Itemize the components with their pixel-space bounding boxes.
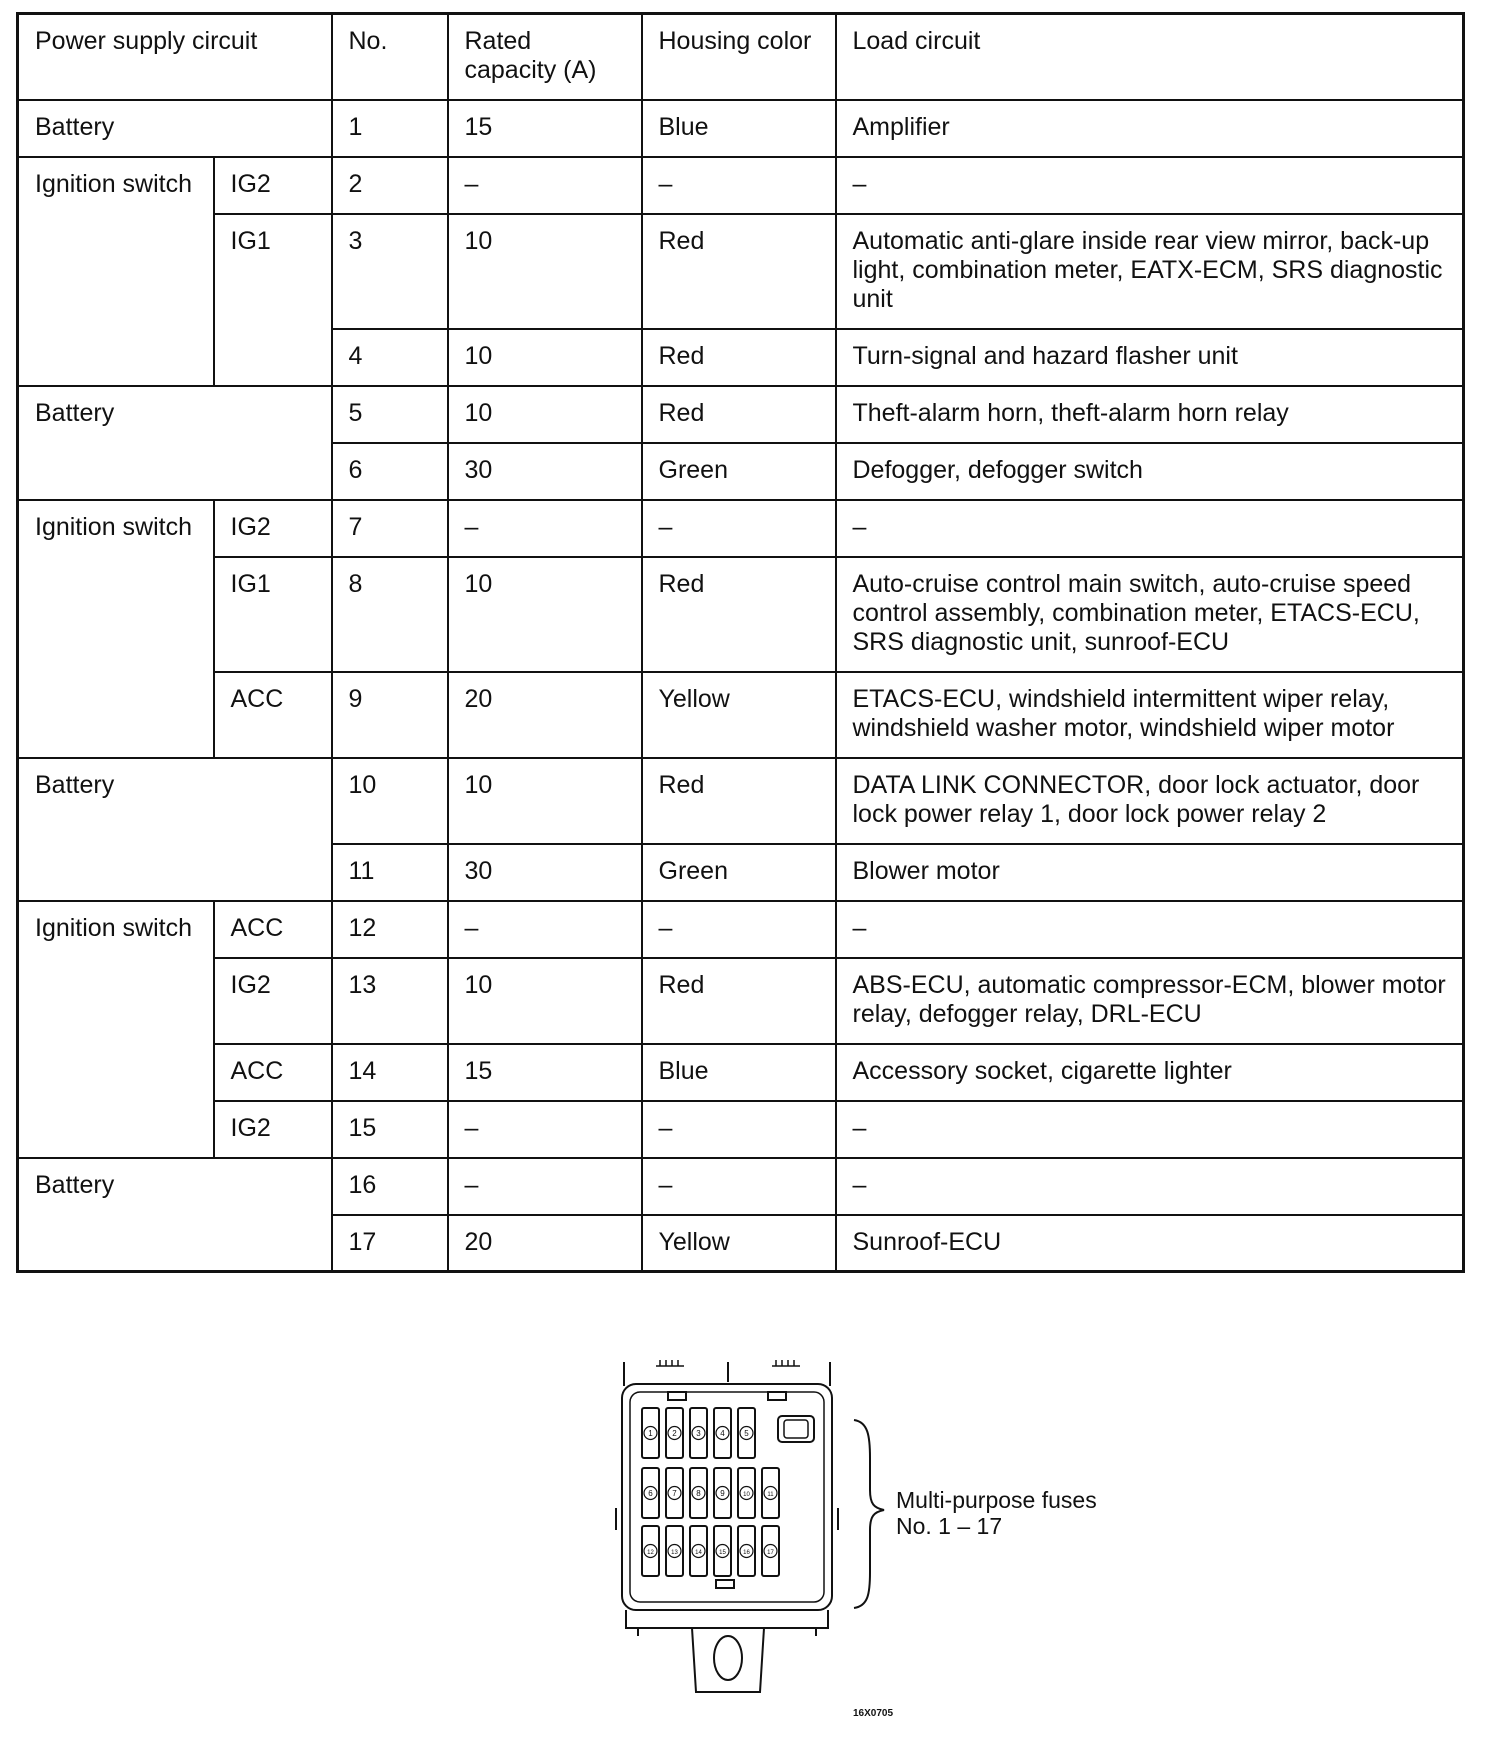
power-supply-cell: Ignition switch <box>18 901 214 1158</box>
fuse-no: 8 <box>332 557 448 672</box>
ignition-position: IG1 <box>214 557 332 672</box>
housing-color: Red <box>642 958 836 1044</box>
load-circuit: Accessory socket, cigarette lighter <box>836 1044 1464 1101</box>
rated-capacity: 10 <box>448 214 642 329</box>
rated-capacity: 15 <box>448 1044 642 1101</box>
header-load-circuit: Load circuit <box>836 14 1464 100</box>
fuse-no: 2 <box>332 157 448 214</box>
fuse-number-label: 16 <box>743 1550 750 1556</box>
rated-capacity: 10 <box>448 329 642 386</box>
housing-color: Red <box>642 214 836 329</box>
header-rated-capacity: Rated capacity (A) <box>448 14 642 100</box>
housing-color: – <box>642 500 836 557</box>
table-header-row <box>18 14 1464 100</box>
fuse-no: 5 <box>332 386 448 443</box>
ignition-position: ACC <box>214 901 332 958</box>
fuse-no: 16 <box>332 1158 448 1215</box>
table-row <box>18 500 1464 557</box>
fuse-number-label: 15 <box>719 1550 726 1556</box>
brace-icon <box>854 1420 884 1608</box>
fuse-no: 10 <box>332 758 448 844</box>
housing-color: Red <box>642 329 836 386</box>
housing-color: – <box>642 901 836 958</box>
ignition-position: IG2 <box>214 500 332 557</box>
fuse-number-label: 13 <box>671 1550 678 1556</box>
header-power-supply: Power supply circuit <box>18 14 332 100</box>
rated-capacity: 20 <box>448 1215 642 1272</box>
fuse-number-label: 9 <box>720 1489 725 1498</box>
power-supply-cell: Battery <box>18 100 332 157</box>
fuse-slot-10 <box>738 1468 755 1518</box>
fuse-number-label: 12 <box>647 1550 654 1556</box>
housing-color: Blue <box>642 1044 836 1101</box>
load-circuit: Auto-cruise control main switch, auto-cruise speed control assembly, combination meter, ETACS-ECU, SRS diagnostic unit, sunroof-ECU <box>836 557 1464 672</box>
rated-capacity: 10 <box>448 386 642 443</box>
fuse-slot-14 <box>690 1526 707 1576</box>
diagram-caption <box>896 1487 1097 1539</box>
fuse-slot-12 <box>642 1526 659 1576</box>
fuse-slot-2 <box>666 1408 683 1458</box>
load-circuit: ETACS-ECU, windshield intermittent wiper relay, windshield washer motor, windshield wiper motor <box>836 672 1464 758</box>
fuse-no: 11 <box>332 844 448 901</box>
fuse-slot-7 <box>666 1468 683 1518</box>
fuse-slot-3 <box>690 1408 707 1458</box>
fuse-slot-9 <box>714 1468 731 1518</box>
fuse-no: 13 <box>332 958 448 1044</box>
rated-capacity: – <box>448 157 642 214</box>
fuse-number-label: 17 <box>767 1550 774 1556</box>
table-row <box>18 672 1464 758</box>
load-circuit: Amplifier <box>836 100 1464 157</box>
power-supply-cell: Ignition switch <box>18 157 214 386</box>
rated-capacity: – <box>448 901 642 958</box>
load-circuit: ABS-ECU, automatic compressor-ECM, blower motor relay, defogger relay, DRL-ECU <box>836 958 1464 1044</box>
header-no: No. <box>332 14 448 100</box>
table-row <box>18 958 1464 1044</box>
load-circuit: – <box>836 157 1464 214</box>
housing-color: Yellow <box>642 1215 836 1272</box>
table-row <box>18 386 1464 443</box>
fuse-no: 3 <box>332 214 448 329</box>
housing-color: – <box>642 1158 836 1215</box>
figure-code: 16X0705 <box>853 1708 894 1719</box>
fuse-number-label: 7 <box>672 1489 677 1498</box>
fuse-number-label: 1 <box>648 1429 653 1438</box>
ignition-position: ACC <box>214 1044 332 1101</box>
table-row <box>18 1158 1464 1215</box>
housing-color: Red <box>642 386 836 443</box>
load-circuit: – <box>836 500 1464 557</box>
fuse-slot-4 <box>714 1408 731 1458</box>
fuse-slot-16 <box>738 1526 755 1576</box>
fuse-slot-13 <box>666 1526 683 1576</box>
fuse-no: 7 <box>332 500 448 557</box>
table-row <box>18 1044 1464 1101</box>
rated-capacity: 10 <box>448 958 642 1044</box>
fuse-table <box>16 12 1465 1273</box>
rated-capacity: – <box>448 500 642 557</box>
ignition-position: IG1 <box>214 214 332 386</box>
fuse-no: 14 <box>332 1044 448 1101</box>
fuse-slot-5 <box>738 1408 755 1458</box>
housing-color: Red <box>642 758 836 844</box>
caption-line-2: No. 1 – 17 <box>896 1513 1003 1539</box>
fuse-number-label: 3 <box>696 1429 701 1438</box>
rated-capacity: 30 <box>448 443 642 500</box>
load-circuit: DATA LINK CONNECTOR, door lock actuator, door lock power relay 1, door lock power relay 2 <box>836 758 1464 844</box>
fuse-number-label: 4 <box>720 1429 725 1438</box>
fuse-no: 12 <box>332 901 448 958</box>
power-supply-cell: Battery <box>18 758 332 901</box>
load-circuit: Turn-signal and hazard flasher unit <box>836 329 1464 386</box>
fuse-no: 9 <box>332 672 448 758</box>
housing-color: – <box>642 1101 836 1158</box>
load-circuit: Automatic anti-glare inside rear view mirror, back-up light, combination meter, EATX-ECM, SRS diagnostic unit <box>836 214 1464 329</box>
fuse-no: 15 <box>332 1101 448 1158</box>
fuse-number-label: 6 <box>648 1489 653 1498</box>
power-supply-cell: Battery <box>18 386 332 500</box>
table-row <box>18 1101 1464 1158</box>
housing-color: Blue <box>642 100 836 157</box>
table-row <box>18 758 1464 844</box>
fuse-no: 4 <box>332 329 448 386</box>
mount-hole <box>714 1636 742 1680</box>
rated-capacity: – <box>448 1158 642 1215</box>
ignition-position: IG2 <box>214 157 332 214</box>
table-row <box>18 214 1464 329</box>
power-supply-cell: Ignition switch <box>18 500 214 758</box>
housing-color: Yellow <box>642 672 836 758</box>
fuse-slot-6 <box>642 1468 659 1518</box>
fuse-number-label: 10 <box>743 1492 750 1498</box>
rated-capacity: 20 <box>448 672 642 758</box>
ignition-position: IG2 <box>214 1101 332 1158</box>
fuse-no: 17 <box>332 1215 448 1272</box>
load-circuit: Defogger, defogger switch <box>836 443 1464 500</box>
load-circuit: Sunroof-ECU <box>836 1215 1464 1272</box>
fuse-number-label: 11 <box>767 1492 774 1498</box>
housing-color: – <box>642 157 836 214</box>
fuse-slot-15 <box>714 1526 731 1576</box>
fuse-slot-17 <box>762 1526 779 1576</box>
fuse-no: 1 <box>332 100 448 157</box>
table-row <box>18 157 1464 214</box>
load-circuit: Theft-alarm horn, theft-alarm horn relay <box>836 386 1464 443</box>
fuse-no: 6 <box>332 443 448 500</box>
header-housing-color: Housing color <box>642 14 836 100</box>
fuse-number-label: 14 <box>695 1550 702 1556</box>
rated-capacity: 15 <box>448 100 642 157</box>
load-circuit: – <box>836 1101 1464 1158</box>
table-row <box>18 557 1464 672</box>
load-circuit: – <box>836 901 1464 958</box>
fuse-number-label: 8 <box>696 1489 701 1498</box>
mount-tab <box>692 1628 764 1692</box>
ignition-position: ACC <box>214 672 332 758</box>
fuse-slot-11 <box>762 1468 779 1518</box>
housing-color: Red <box>642 557 836 672</box>
load-circuit: – <box>836 1158 1464 1215</box>
fuse-slot-1 <box>642 1408 659 1458</box>
fuse-number-label: 5 <box>744 1429 749 1438</box>
ignition-position: IG2 <box>214 958 332 1044</box>
housing-color: Green <box>642 844 836 901</box>
rated-capacity: 10 <box>448 557 642 672</box>
housing-color: Green <box>642 443 836 500</box>
rated-capacity: – <box>448 1101 642 1158</box>
rated-capacity: 30 <box>448 844 642 901</box>
fuse-number-label: 2 <box>672 1429 677 1438</box>
caption-line-1: Multi-purpose fuses <box>896 1487 1097 1513</box>
rated-capacity: 10 <box>448 758 642 844</box>
power-supply-cell: Battery <box>18 1158 332 1272</box>
load-circuit: Blower motor <box>836 844 1464 901</box>
table-row <box>18 100 1464 157</box>
fuse-slot-8 <box>690 1468 707 1518</box>
table-row <box>18 901 1464 958</box>
